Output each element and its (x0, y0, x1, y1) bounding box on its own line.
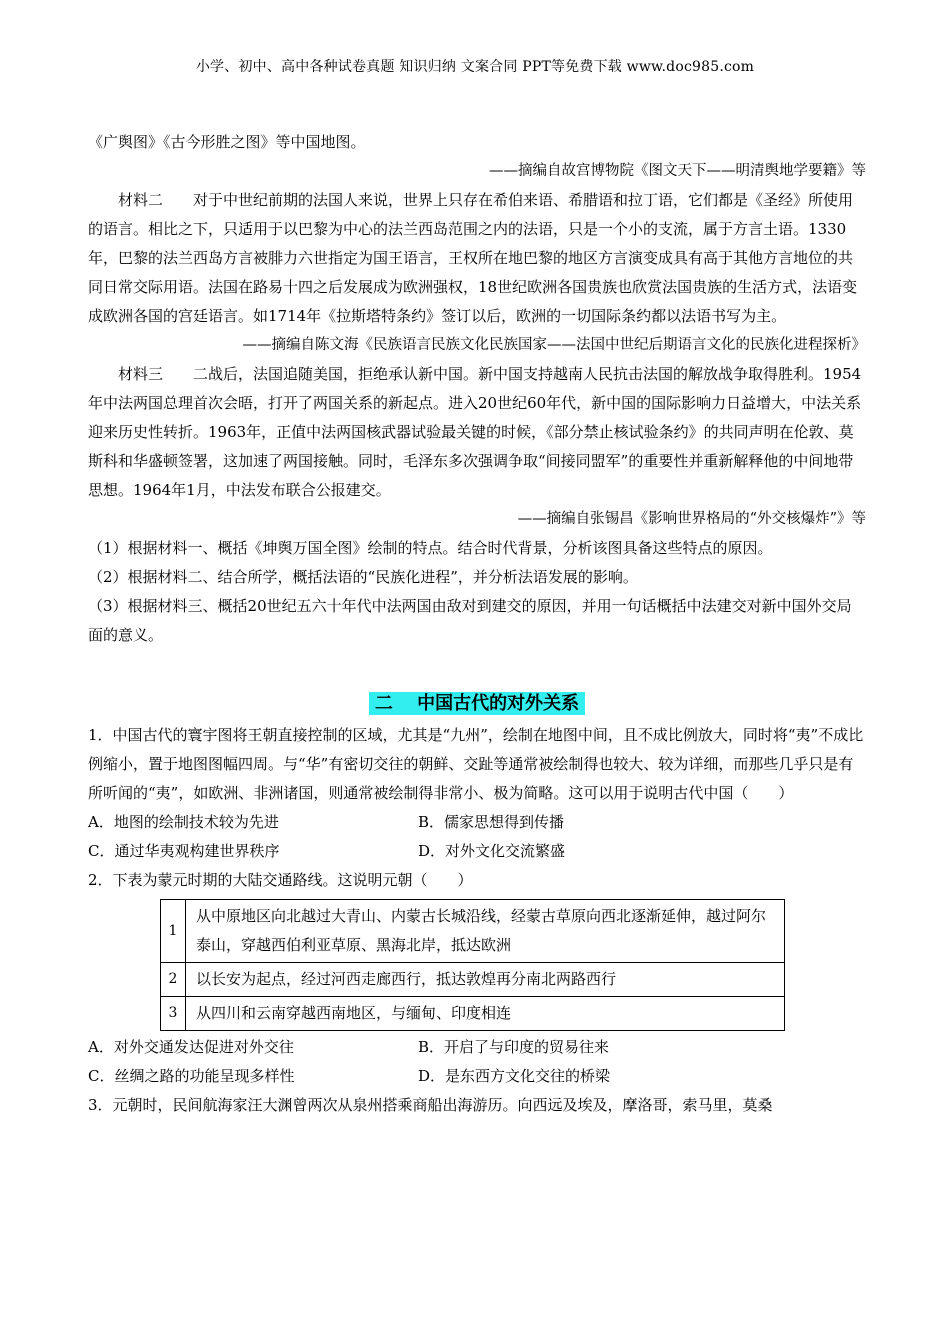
mc-question-3-stem: 3．元朝时，民间航海家汪大渊曾两次从泉州搭乘商船出海游历。向西远及埃及，摩洛哥，索马里，莫桑 (88, 1096, 773, 1114)
route-description: 以长安为起点，经过河西走廊西行，抵达敦煌再分南北两路西行 (186, 963, 785, 997)
material3-source: ——摘编自张锡昌《影响世界格局的“外交核爆炸”》等 (517, 511, 866, 527)
mc-question-1-options-row2 (88, 837, 866, 866)
section-title-text: 二 中国古代的对外关系 (369, 692, 585, 715)
option-d: D．是东西方文化交往的桥梁 (418, 1067, 611, 1085)
page-header: 小学、初中、高中各种试卷真题 知识归纳 文案合同 PPT等免费下载 www.doc985.com (195, 59, 755, 75)
mc-question-1-options-row1 (88, 808, 866, 837)
route-number: 1 (161, 900, 186, 963)
table-row (161, 900, 785, 963)
material1-tail: 《广舆图》《古今形胜之图》等中国地图。 (88, 133, 366, 151)
question-3: （3）根据材料三、概括20世纪五六十年代中法两国由敌对到建交的原因，并用一句话概括中法建交对新中国外交局面的意义。 (88, 597, 852, 644)
route-number: 2 (161, 963, 186, 997)
route-number: 3 (161, 997, 186, 1031)
mc-question-2-stem: 2．下表为蒙元时期的大陆交通路线。这说明元朝（ ） (88, 871, 473, 889)
document-body (88, 128, 866, 1120)
question-2: （2）根据材料二、结合所学，概括法语的“民族化进程”，并分析法语发展的影响。 (88, 568, 638, 586)
option-a: A．对外交通发达促进对外交往 (88, 1038, 294, 1056)
routes-table (160, 899, 785, 1031)
material2-source: ——摘编自陈文海《民族语言民族文化民族国家——法国中世纪后期语言文化的民族化进程探析》 (242, 337, 866, 353)
route-description: 从中原地区向北越过大青山、内蒙古长城沿线，经蒙古草原向西北逐渐延伸，越过阿尔泰山，穿越西伯利亚草原、黑海北岸，抵达欧洲 (186, 900, 785, 963)
mc-question-1-stem: 1．中国古代的寰宇图将王朝直接控制的区域，尤其是“九州”，绘制在地图中间，且不成比例放大，同时将“夷”不成比例缩小，置于地图图幅四周。与“华”有密切交往的朝鲜、交趾等通常被绘制得也较大、较为详细，而那些几乎只是有所听闻的“夷”，如欧洲、非洲诸国，则通常被绘制得非常小、极为简略。这可以用于说明古代中国（ ） (88, 726, 864, 802)
option-b: B．儒家思想得到传播 (418, 813, 565, 831)
material1-source: ——摘编自故宫博物院《图文天下——明清舆地学要籍》等 (489, 163, 866, 179)
option-a: A．地图的绘制技术较为先进 (88, 813, 279, 831)
table-row (161, 997, 785, 1031)
route-description: 从四川和云南穿越西南地区，与缅甸、印度相连 (186, 997, 785, 1031)
option-d: D．对外文化交流繁盛 (418, 842, 566, 860)
option-c: C．通过华夷观构建世界秩序 (88, 842, 280, 860)
option-b: B．开启了与印度的贸易往来 (418, 1038, 610, 1056)
material2-text: 材料二 对于中世纪前期的法国人来说，世界上只存在希伯来语、希腊语和拉丁语，它们都是《圣经》所使用的语言。相比之下，只适用于以巴黎为中心的法兰西岛范围之内的法语，只是一个小的支流，属于方言土语。1330年，巴黎的法兰西岛方言被腓力六世指定为国王语言，王权所在地巴黎的地区方言演变成具有高于其他方言地位的共同日常交际用语。法国在路易十四之后发展成为欧洲强权，18世纪欧洲各国贵族也欣赏法国贵族的生活方式，法语变成欧洲各国的宫廷语言。如1714年《拉斯塔特条约》签订以后，欧洲的一切国际条约都以法语书写为主。 (88, 191, 858, 325)
material3-text: 材料三 二战后，法国追随美国，拒绝承认新中国。新中国支持越南人民抗击法国的解放战争取得胜利。1954年中法两国总理首次会晤，打开了两国关系的新起点。进入20世纪60年代，新中国的国际影响力日益增大，中法关系迎来历史性转折。1963年，正值中法两国核武器试验最关键的时候，《部分禁止核试验条约》的共同声明在伦敦、莫斯科和华盛顿签署，这加速了两国接触。同时，毛泽东多次强调争取“间接同盟军”的重要性并重新解释他的中间地带思想。1964年1月，中法发布联合公报建交。 (88, 365, 862, 499)
mc-question-2-options-row1 (88, 1033, 866, 1062)
question-1: （1）根据材料一、概括《坤舆万国全图》绘制的特点。结合时代背景，分析该图具备这些特点的原因。 (88, 539, 773, 557)
mc-question-2-options-row2 (88, 1062, 866, 1091)
table-row (161, 963, 785, 997)
section-title (88, 690, 866, 719)
option-c: C．丝绸之路的功能呈现多样性 (88, 1067, 295, 1085)
